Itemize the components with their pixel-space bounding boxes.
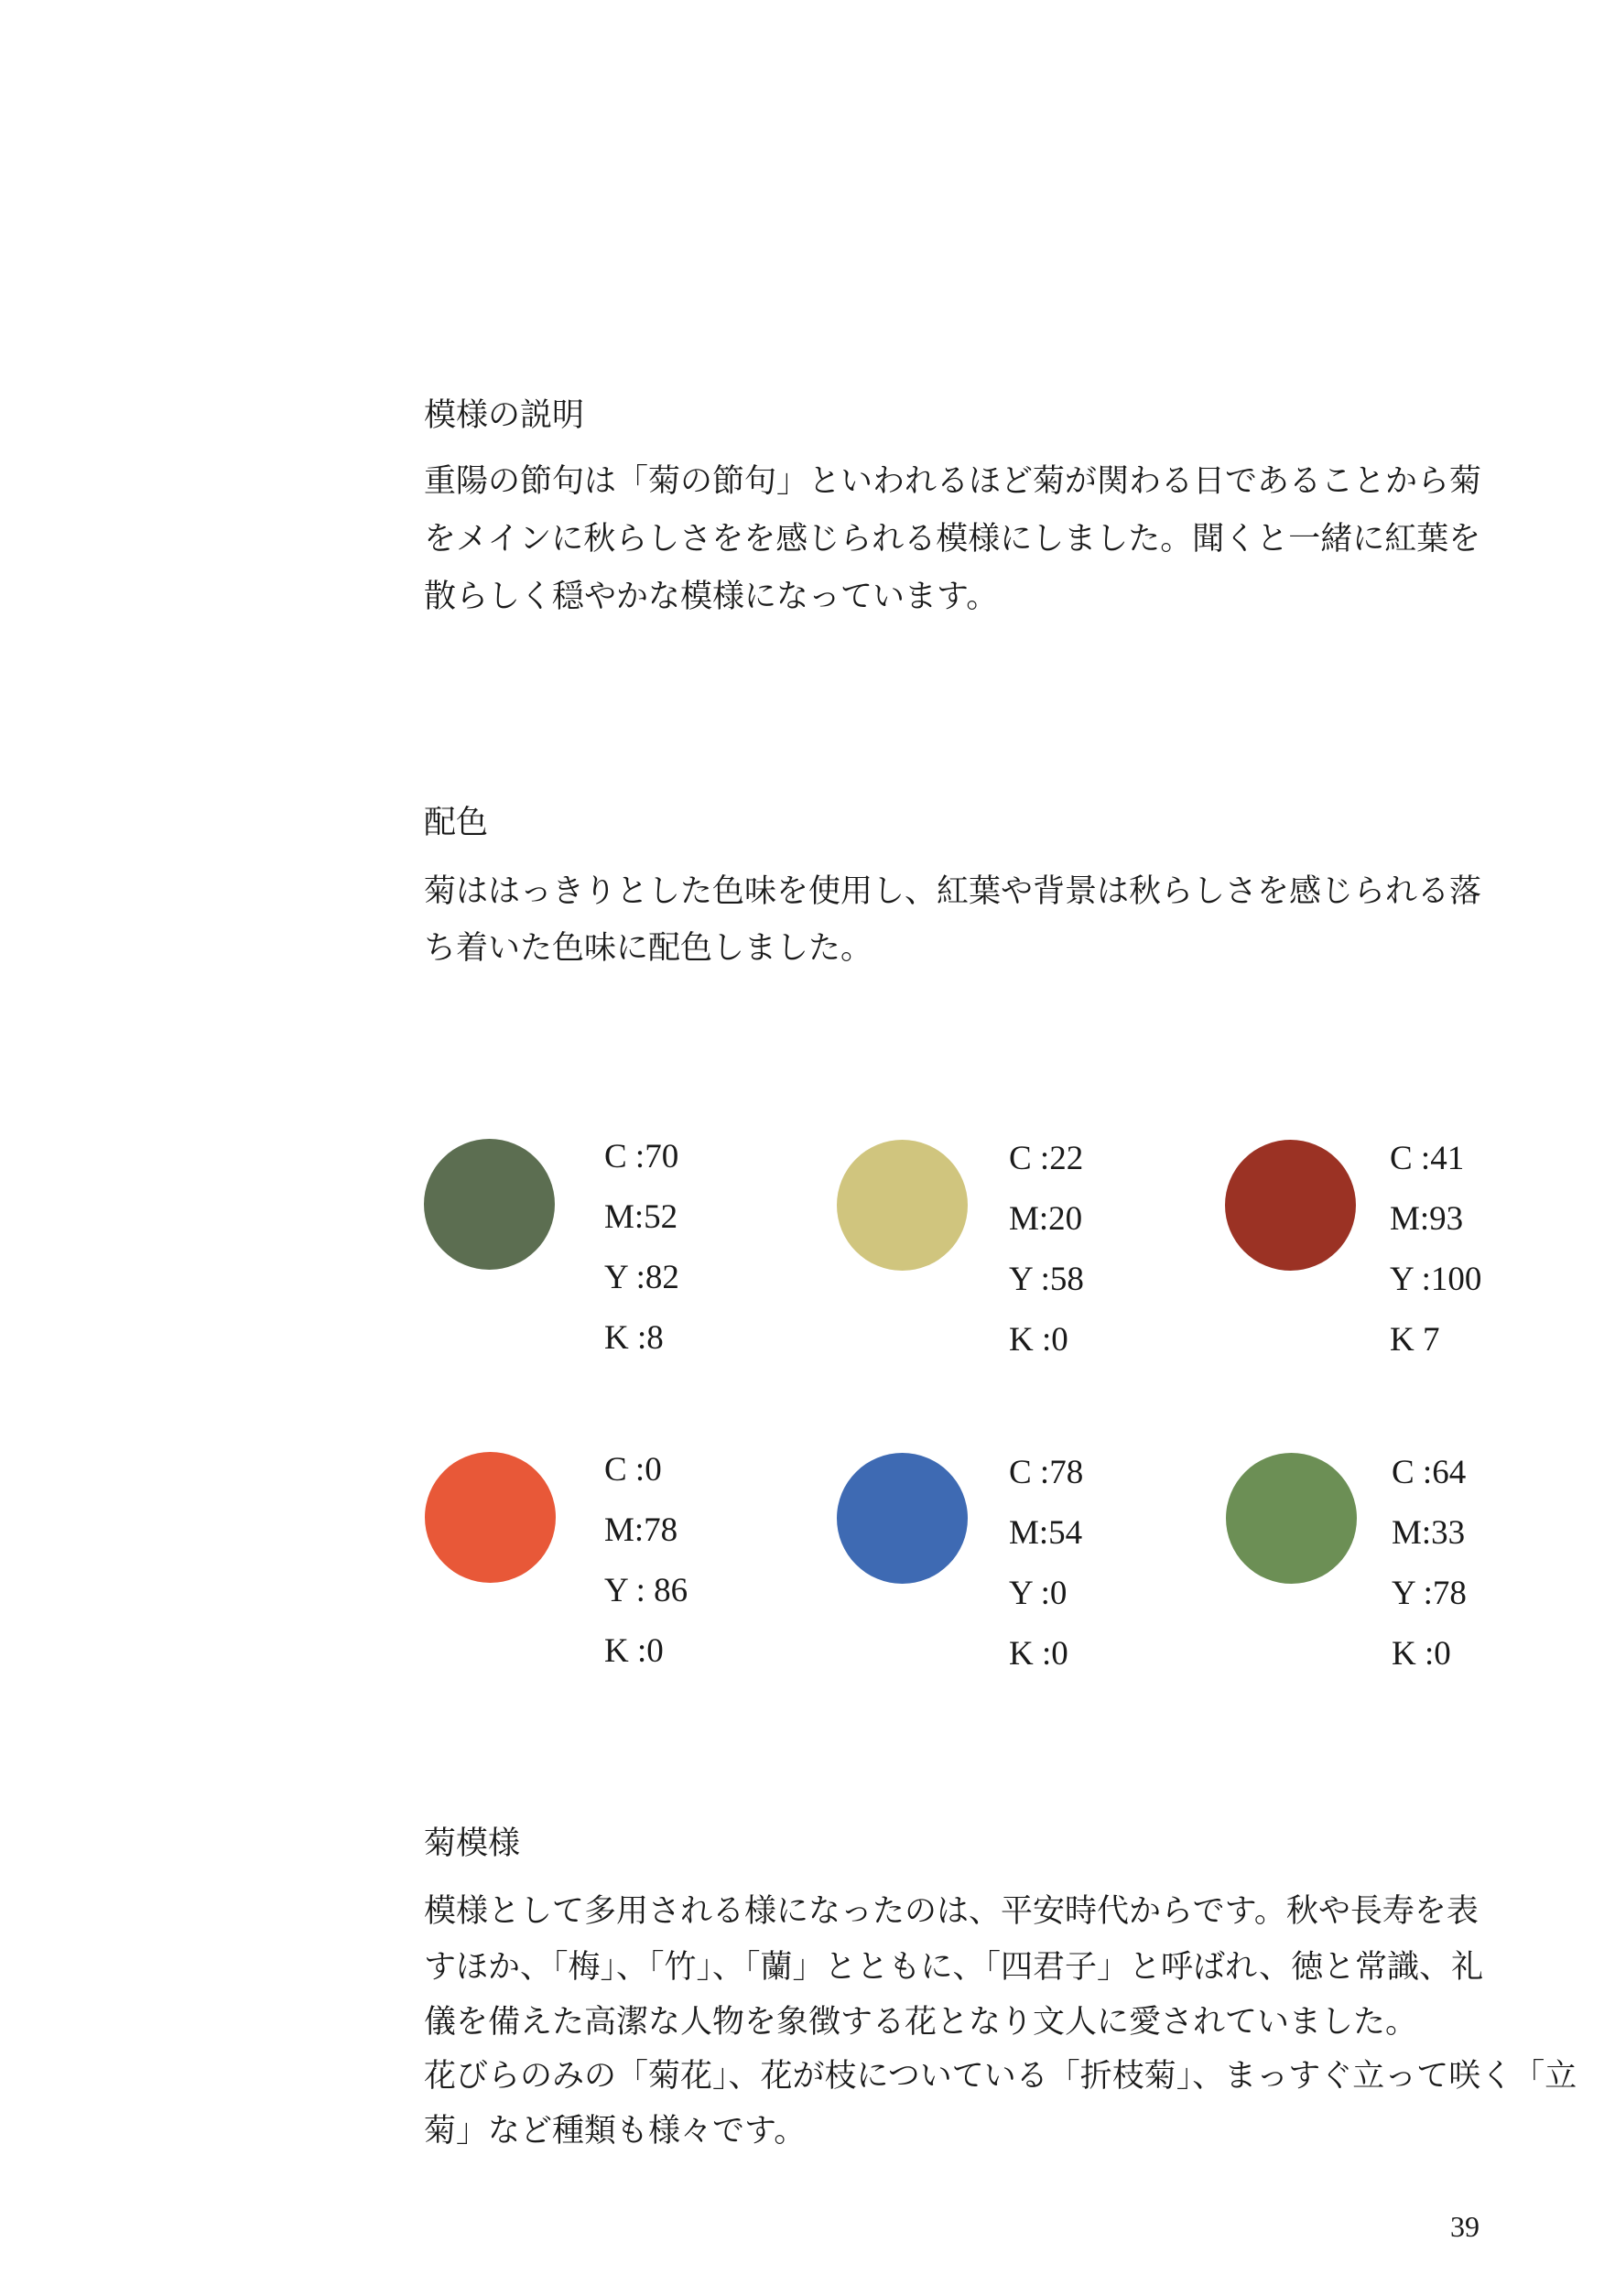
cmyk-c: C :78 bbox=[1009, 1454, 1084, 1491]
paragraph-line: 菊ははっきりとした色味を使用し、紅葉や背景は秋らしさを感じられる落 bbox=[424, 873, 1482, 910]
color-swatch-vermilion bbox=[425, 1452, 556, 1583]
cmyk-c: C :64 bbox=[1392, 1454, 1467, 1491]
cmyk-m: M:20 bbox=[1009, 1200, 1083, 1238]
cmyk-values-vermilion bbox=[604, 1452, 688, 1694]
cmyk-k: K :0 bbox=[1009, 1321, 1068, 1359]
cmyk-k: K :0 bbox=[1392, 1635, 1451, 1673]
cmyk-m: M:52 bbox=[604, 1198, 678, 1236]
paragraph-line: すほか、「梅」、「竹」、「蘭」とともに、「四君子」と呼ばれ、徳と常識、礼 bbox=[424, 1949, 1484, 1986]
color-swatch-dark-green bbox=[424, 1139, 555, 1270]
color-swatch-blue bbox=[837, 1453, 968, 1584]
cmyk-k: K 7 bbox=[1390, 1321, 1440, 1359]
cmyk-c: C :22 bbox=[1009, 1140, 1084, 1177]
cmyk-values-blue bbox=[1009, 1455, 1083, 1696]
color-swatch-leaf-green bbox=[1226, 1453, 1357, 1584]
paragraph-line: 儀を備えた高潔な人物を象徴する花となり文人に愛されていました。 bbox=[424, 2004, 1418, 2041]
cmyk-k: K :0 bbox=[1009, 1635, 1068, 1673]
cmyk-k: K :0 bbox=[604, 1632, 664, 1670]
cmyk-y: Y :78 bbox=[1392, 1575, 1467, 1612]
cmyk-m: M:33 bbox=[1392, 1514, 1466, 1552]
cmyk-m: M:93 bbox=[1390, 1200, 1464, 1238]
paragraph-line: をメインに秋らしさをを感じられる模様にしました。聞くと一緒に紅葉を bbox=[424, 521, 1481, 558]
cmyk-y: Y :58 bbox=[1009, 1261, 1084, 1298]
cmyk-y: Y :100 bbox=[1390, 1261, 1482, 1298]
paragraph-line: 花びらのみの「菊花」、花が枝についている「折枝菊」、まっすぐ立って咲く「立 bbox=[424, 2058, 1577, 2095]
paragraph-line: 模様として多用される様になったのは、平安時代からです。秋や長寿を表 bbox=[424, 1893, 1479, 1930]
cmyk-y: Y : 86 bbox=[604, 1572, 688, 1609]
paragraph-line: 散らしく穏やかな模様になっています。 bbox=[424, 579, 999, 615]
pattern-description-paragraph bbox=[424, 463, 1495, 615]
cmyk-values-leaf-green bbox=[1392, 1455, 1467, 1696]
chrysanthemum-pattern-paragraph bbox=[424, 1893, 1577, 2150]
paragraph-line: ち着いた色味に配色しました。 bbox=[424, 930, 873, 967]
cmyk-y: Y :82 bbox=[604, 1259, 679, 1296]
cmyk-m: M:54 bbox=[1009, 1514, 1083, 1552]
color-swatch-crimson-red bbox=[1225, 1140, 1356, 1271]
cmyk-c: C :70 bbox=[604, 1138, 679, 1175]
cmyk-c: C :0 bbox=[604, 1451, 662, 1489]
paragraph-line: 菊」など種類も様々です。 bbox=[424, 2113, 807, 2150]
cmyk-values-khaki-yellow bbox=[1009, 1141, 1084, 1382]
cmyk-k: K :8 bbox=[604, 1319, 664, 1357]
section-heading-chrysanthemum-pattern: 菊模様 bbox=[424, 1825, 521, 1862]
section-heading-color-scheme: 配色 bbox=[424, 805, 489, 841]
paragraph-line: 重陽の節句は「菊の節句」といわれるほど菊が関わる日であることから菊 bbox=[424, 463, 1482, 500]
section-heading-pattern-description: 模様の説明 bbox=[424, 397, 585, 434]
cmyk-values-dark-green bbox=[604, 1139, 679, 1381]
cmyk-m: M:78 bbox=[604, 1511, 678, 1549]
page-number: 39 bbox=[1450, 2210, 1480, 2243]
cmyk-y: Y :0 bbox=[1009, 1575, 1068, 1612]
color-swatch-khaki-yellow bbox=[837, 1140, 968, 1271]
cmyk-values-crimson-red bbox=[1390, 1141, 1481, 1382]
cmyk-c: C :41 bbox=[1390, 1140, 1465, 1177]
color-scheme-paragraph bbox=[424, 873, 1495, 967]
